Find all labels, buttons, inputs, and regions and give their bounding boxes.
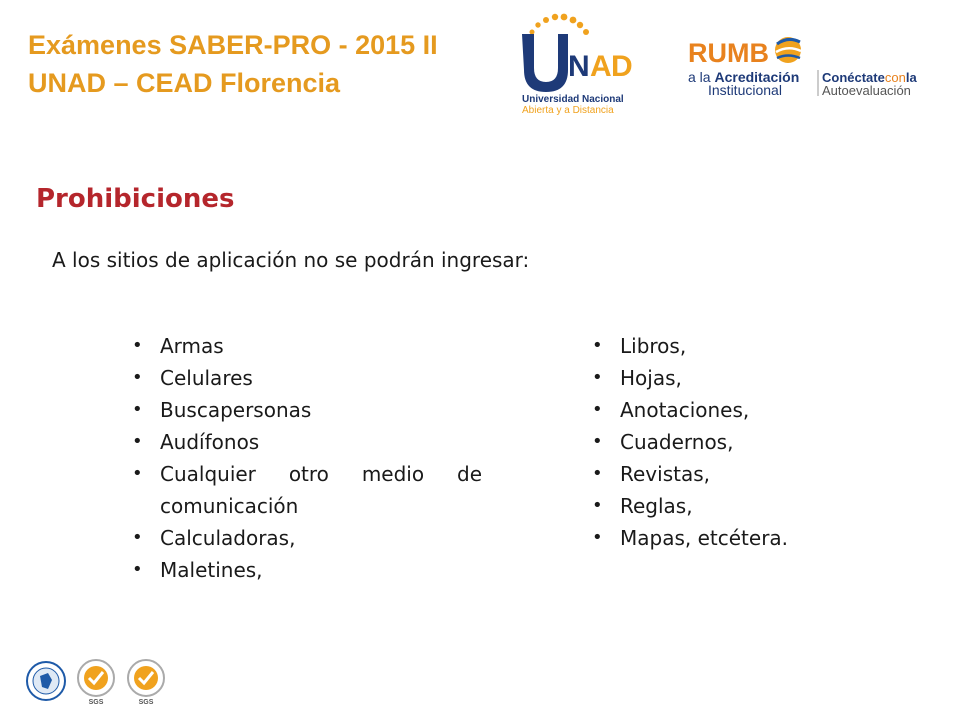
- unad-logo: [514, 12, 654, 116]
- list-item: • Cuadernos,: [590, 426, 890, 458]
- list-item: • Mapas, etcétera.: [590, 522, 890, 554]
- list-item: • Armas: [130, 330, 482, 362]
- list-item: • Libros,: [590, 330, 890, 362]
- rumbo-compass-icon: [775, 37, 801, 63]
- list-item: • Revistas,: [590, 458, 890, 490]
- svg-text:Conéctateconla: Conéctateconla: [822, 70, 917, 85]
- list-item: • Cualquier otro medio de comunicación: [130, 458, 482, 522]
- prohibited-items-list-left: [130, 330, 482, 586]
- rumbo-word: RUMB: [688, 38, 769, 68]
- list-item: • Hojas,: [590, 362, 890, 394]
- list-item: • Celulares: [130, 362, 482, 394]
- svg-text:SGS: SGS: [88, 699, 104, 706]
- rumbo-acreditacion-logo: [688, 32, 928, 102]
- rumbo-right-bottom: Autoevaluación: [822, 83, 911, 98]
- list-item: • Reglas,: [590, 490, 890, 522]
- svg-text:SGS: SGS: [138, 699, 154, 706]
- svg-text:A: A: [590, 50, 612, 83]
- list-item: • Calculadoras,: [130, 522, 482, 554]
- list-item: • Anotaciones,: [590, 394, 890, 426]
- sgs-certification-seal-icon: [78, 660, 114, 706]
- unad-subtitle-2: Abierta y a Distancia: [522, 105, 614, 116]
- rumbo-line-2: Institucional: [708, 82, 782, 98]
- colombia-seal-icon: [27, 662, 65, 700]
- title-line-1: Exámenes SABER-PRO - 2015 II: [28, 30, 438, 60]
- list-item: • Maletines,: [130, 554, 482, 586]
- prohibited-items-list-right: [590, 330, 890, 554]
- list-item: • Audífonos: [130, 426, 482, 458]
- intro-text: A los sitios de aplicación no se podrán ingresar:: [52, 248, 530, 272]
- unad-subtitle-1: Universidad Nacional: [522, 94, 624, 105]
- unad-dots-arc: [530, 14, 590, 35]
- unad-u-mark: [522, 34, 568, 92]
- svg-text:a la Acreditación: a la Acreditación: [688, 69, 800, 85]
- list-item: • Buscapersonas: [130, 394, 482, 426]
- svg-text:N: N: [568, 50, 590, 83]
- title-line-2: UNAD – CEAD Florencia: [28, 68, 341, 98]
- section-heading: Prohibiciones: [36, 184, 235, 214]
- slide-title: [28, 26, 438, 102]
- certification-seals: [24, 656, 174, 706]
- sgs-certification-seal-icon: [128, 660, 164, 706]
- svg-text:D: D: [611, 50, 633, 83]
